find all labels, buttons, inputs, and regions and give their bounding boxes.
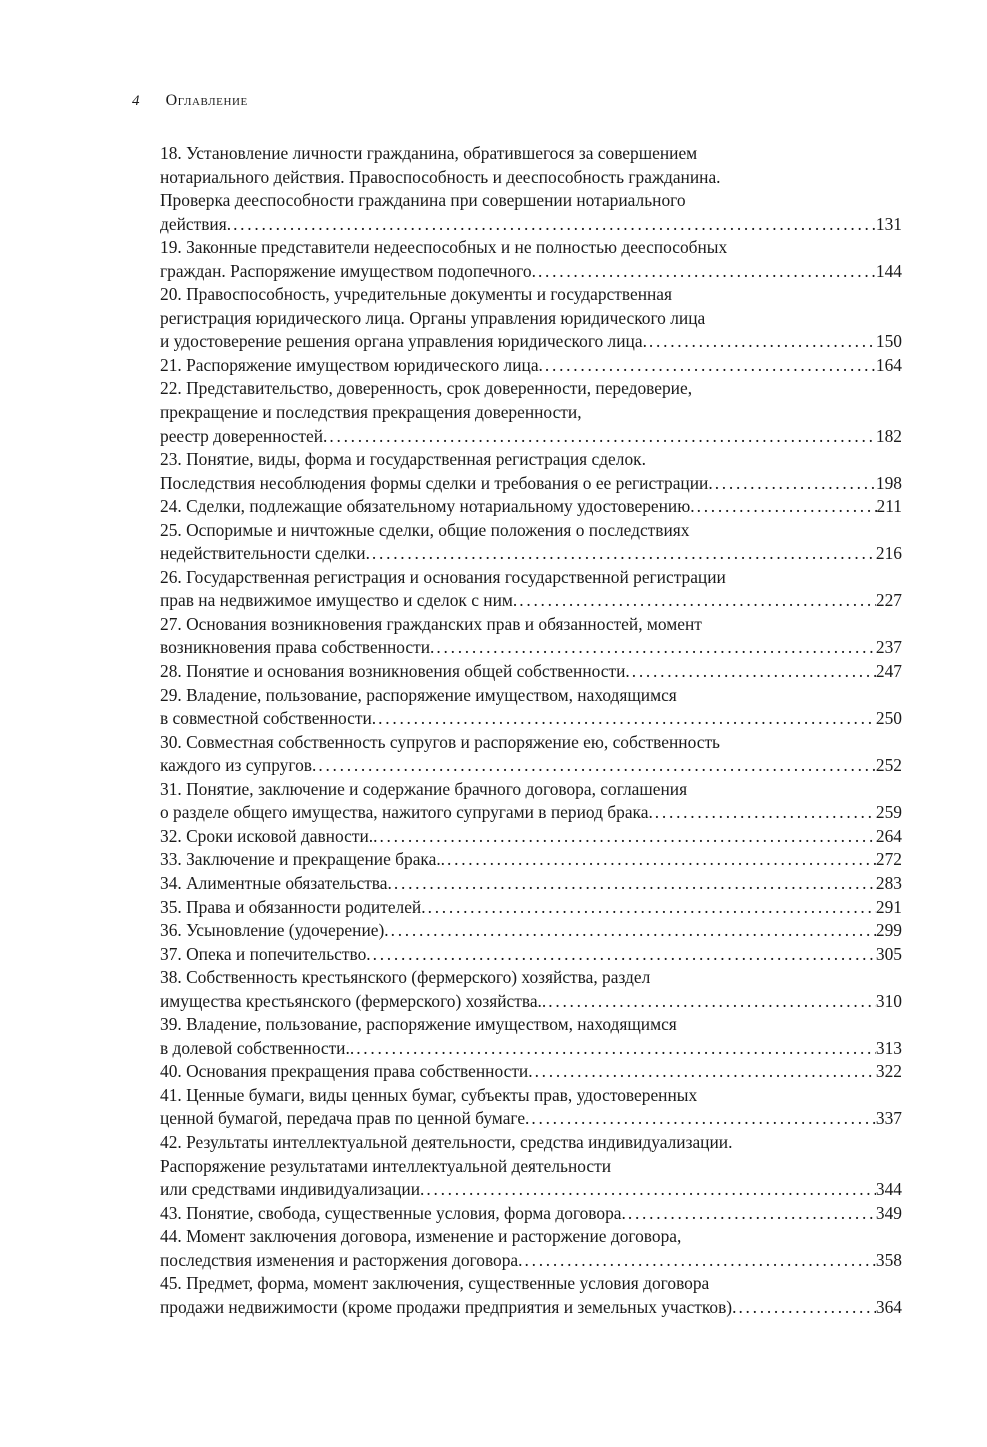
toc-entry-text: действия. <box>160 213 232 234</box>
toc-entry-text: недействительности сделки. <box>160 543 370 564</box>
toc-page-number: 250 <box>875 708 902 729</box>
dot-leader <box>546 990 876 1014</box>
toc-entry-line <box>160 896 902 920</box>
toc-entry-line <box>160 354 902 378</box>
toc-entry-text: 32. Сроки исковой давности.. <box>160 825 378 846</box>
toc-entry-text: Последствия несоблюдения формы сделки и требования о ее регистрации. <box>160 472 713 493</box>
toc-page-number: 349 <box>875 1202 902 1223</box>
toc-entry-line <box>160 636 902 660</box>
toc-entry-line: 25. Оспоримые и ничтожные сделки, общие положения о последствиях <box>160 519 690 540</box>
toc-entry-text: ценной бумагой, передача прав по ценной бумаге. <box>160 1108 530 1129</box>
dot-leader <box>523 1249 876 1273</box>
toc-entry-line: 18. Установление личности гражданина, обратившегося за совершением <box>160 143 698 163</box>
toc-page-number: 337 <box>875 1108 902 1129</box>
toc-entry[interactable] <box>160 731 902 778</box>
dot-leader <box>426 896 876 920</box>
toc-entry-line: 42. Результаты интеллектуальной деятельности, средства индивидуализации. <box>160 1131 733 1152</box>
toc-entry-text: в совместной собственности. <box>160 708 377 729</box>
toc-page-number: 291 <box>875 896 902 917</box>
toc-entry-line <box>160 1249 902 1273</box>
toc-entry[interactable] <box>160 966 902 1013</box>
toc-entry[interactable] <box>160 1202 902 1226</box>
toc-entry-line <box>160 943 902 967</box>
toc-entry[interactable] <box>160 142 902 236</box>
toc-entry-text: 33. Заключение и прекращение брака.. <box>160 849 446 870</box>
toc-page-number: 299 <box>875 920 902 941</box>
toc-entry-line: 30. Совместная собственность супругов и распоряжение ею, собственность <box>160 731 720 752</box>
toc-entry-line <box>160 660 902 684</box>
dot-leader <box>630 660 876 684</box>
dot-leader <box>327 425 876 449</box>
toc-entry-text: или средствами индивидуализации. <box>160 1179 425 1200</box>
toc-entry-line: прекращение и последствия прекращения доверенности, <box>160 402 582 423</box>
toc-entry-line <box>160 919 902 943</box>
toc-entry[interactable] <box>160 919 902 943</box>
toc-entry-line <box>160 990 902 1014</box>
toc-entry-line <box>160 707 902 731</box>
toc-entry-text: прав на недвижимое имущество и сделок с ним. <box>160 590 518 611</box>
table-of-contents <box>160 142 902 1319</box>
toc-entry[interactable] <box>160 1013 902 1060</box>
toc-entry[interactable] <box>160 566 902 613</box>
toc-entry[interactable] <box>160 283 902 354</box>
toc-entry-line <box>160 1060 902 1084</box>
dot-leader <box>377 825 875 849</box>
dot-leader <box>713 472 876 496</box>
toc-entry-line: 26. Государственная регистрация и основания государственной регистрации <box>160 566 726 587</box>
toc-entry[interactable] <box>160 519 902 566</box>
dot-leader <box>695 495 877 519</box>
dot-leader <box>424 1178 876 1202</box>
toc-page-number: 305 <box>875 943 902 964</box>
toc-entry-line <box>160 542 902 566</box>
toc-entry-line <box>160 589 902 613</box>
toc-entry-text: 36. Усыновление (удочерение). <box>160 920 389 941</box>
toc-entry-text: каждого из супругов. <box>160 755 317 776</box>
toc-page-number: 364 <box>875 1296 902 1317</box>
toc-entry-text: 40. Основания прекращения права собственности. <box>160 1061 533 1082</box>
toc-page-number: 227 <box>875 590 902 611</box>
toc-entry-text: имущества крестьянского (фермерского) хозяйства.. <box>160 990 547 1011</box>
toc-entry-line: 22. Представительство, доверенность, срок доверенности, передоверие, <box>160 378 693 399</box>
toc-entry-line: Распоряжение результатами интеллектуальной деятельности <box>160 1155 612 1176</box>
toc-entry[interactable] <box>160 896 902 920</box>
toc-entry-line <box>160 1296 902 1320</box>
toc-entry-line <box>160 213 902 237</box>
dot-leader <box>434 636 876 660</box>
dot-leader <box>370 542 876 566</box>
toc-entry-text: 35. Права и обязанности родителей. <box>160 896 426 917</box>
dot-leader <box>392 872 876 896</box>
toc-entry-line: 19. Законные представители недееспособных и не полностью дееспособных <box>160 237 728 258</box>
toc-entry[interactable] <box>160 495 902 519</box>
dot-leader <box>626 1202 876 1226</box>
toc-entry[interactable] <box>160 943 902 967</box>
toc-entry[interactable] <box>160 377 902 448</box>
toc-entry[interactable] <box>160 354 902 378</box>
toc-page-number: 144 <box>875 260 902 281</box>
toc-entry-line: 31. Понятие, заключение и содержание брачного договора, соглашения <box>160 778 688 799</box>
toc-entry-text: в долевой собственности.. <box>160 1037 355 1058</box>
page-title: Оглавление <box>165 92 248 109</box>
toc-entry-line: 39. Владение, пользование, распоряжение имуществом, находящимся <box>160 1014 677 1035</box>
toc-entry[interactable] <box>160 1131 902 1202</box>
page-number: 4 <box>132 93 140 109</box>
dot-leader <box>517 589 876 613</box>
toc-entry-line <box>160 472 902 496</box>
toc-page-number: 259 <box>875 802 902 823</box>
toc-entry[interactable] <box>160 448 902 495</box>
toc-entry[interactable] <box>160 236 902 283</box>
toc-entry[interactable] <box>160 684 902 731</box>
dot-leader <box>536 260 876 284</box>
toc-entry[interactable] <box>160 1272 902 1319</box>
toc-entry-line: 29. Владение, пользование, распоряжение имуществом, находящимся <box>160 684 677 705</box>
toc-entry-line <box>160 495 902 519</box>
toc-page-number: 252 <box>875 755 902 776</box>
toc-entry-text: возникновения права собственности. <box>160 637 435 658</box>
toc-page-number: 216 <box>875 543 902 564</box>
toc-entry-text: 21. Распоряжение имуществом юридического лица. <box>160 354 543 375</box>
toc-page-number: 310 <box>875 990 902 1011</box>
toc-entry-line: 20. Правоспособность, учредительные документы и государственная <box>160 284 673 305</box>
toc-page-number: 198 <box>875 472 902 493</box>
toc-entry-line: 27. Основания возникновения гражданских прав и обязанностей, момент <box>160 613 702 634</box>
toc-entry-line <box>160 330 902 354</box>
toc-entry-line <box>160 825 902 849</box>
toc-entry-line <box>160 801 902 825</box>
toc-page-number: 131 <box>875 213 902 234</box>
toc-entry[interactable] <box>160 778 902 825</box>
toc-entry[interactable] <box>160 1225 902 1272</box>
toc-entry-line <box>160 425 902 449</box>
dot-leader <box>647 330 876 354</box>
dot-leader <box>371 943 876 967</box>
dot-leader <box>543 354 876 378</box>
toc-entry-line: регистрация юридического лица. Органы управления юридического лица <box>160 307 706 328</box>
toc-entry[interactable] <box>160 1084 902 1131</box>
toc-entry-text: 24. Сделки, подлежащие обязательному нотариальному удостоверению. <box>160 496 695 517</box>
toc-entry-text: 28. Понятие и основания возникновения общей собственности. <box>160 661 630 682</box>
dot-leader <box>445 848 876 872</box>
toc-entry-line: нотариального действия. Правоспособность и дееспособность гражданина. <box>160 166 721 187</box>
dot-leader <box>736 1296 875 1320</box>
toc-page-number: 182 <box>875 425 902 446</box>
running-header <box>132 92 248 110</box>
toc-page-number: 313 <box>875 1037 902 1058</box>
toc-entry-line: 45. Предмет, форма, момент заключения, существенные условия договора <box>160 1273 710 1294</box>
toc-entry-text: 37. Опека и попечительство. <box>160 943 371 964</box>
toc-page-number: 247 <box>875 661 902 682</box>
toc-entry-text: и удостоверение решения органа управления юридического лица. <box>160 331 647 352</box>
toc-entry-text: граждан. Распоряжение имуществом подопечного. <box>160 260 536 281</box>
toc-page-number: 211 <box>876 496 902 517</box>
dot-leader <box>354 1037 876 1061</box>
toc-entry-line <box>160 1037 902 1061</box>
toc-page-number: 272 <box>875 849 902 870</box>
toc-entry-line: 38. Собственность крестьянского (фермерского) хозяйства, раздел <box>160 967 651 988</box>
toc-entry-text: о разделе общего имущества, нажитого супругами в период брака. <box>160 802 653 823</box>
toc-entry-text: продажи недвижимости (кроме продажи предприятия и земельных участков). <box>160 1296 737 1317</box>
toc-entry-line: 44. Момент заключения договора, изменение и расторжение договора, <box>160 1226 682 1247</box>
dot-leader <box>389 919 876 943</box>
toc-entry-line <box>160 260 902 284</box>
toc-entry[interactable] <box>160 825 902 849</box>
toc-entry[interactable] <box>160 1060 902 1084</box>
toc-page-number: 150 <box>875 331 902 352</box>
toc-page-number: 164 <box>875 354 902 375</box>
toc-entry[interactable] <box>160 660 902 684</box>
toc-page-number: 283 <box>875 872 902 893</box>
toc-entry[interactable] <box>160 872 902 896</box>
dot-leader <box>316 754 876 778</box>
toc-page-number: 344 <box>875 1179 902 1200</box>
toc-entry-line: 23. Понятие, виды, форма и государственная регистрация сделок. <box>160 449 646 470</box>
toc-entry-text: 43. Понятие, свобода, существенные условия, форма договора. <box>160 1202 626 1223</box>
toc-entry-text: последствия изменения и расторжения договора. <box>160 1249 523 1270</box>
toc-page-number: 237 <box>875 637 902 658</box>
toc-entry[interactable] <box>160 848 902 872</box>
toc-page-number: 264 <box>875 825 902 846</box>
toc-entry[interactable] <box>160 613 902 660</box>
dot-leader <box>376 707 876 731</box>
toc-entry-line <box>160 848 902 872</box>
dot-leader <box>533 1060 876 1084</box>
dot-leader <box>529 1107 876 1131</box>
toc-entry-text: 34. Алиментные обязательства. <box>160 872 392 893</box>
dot-leader <box>231 213 876 237</box>
toc-entry-line: 41. Ценные бумаги, виды ценных бумаг, субъекты прав, удостоверенных <box>160 1084 698 1105</box>
toc-page-number: 322 <box>875 1061 902 1082</box>
toc-entry-line <box>160 1202 902 1226</box>
toc-entry-line <box>160 1178 902 1202</box>
toc-page-number: 358 <box>875 1249 902 1270</box>
toc-entry-line <box>160 872 902 896</box>
dot-leader <box>653 801 876 825</box>
toc-entry-line <box>160 1107 902 1131</box>
toc-entry-line: Проверка дееспособности гражданина при совершении нотариального <box>160 190 686 211</box>
toc-entry-line <box>160 754 902 778</box>
toc-entry-text: реестр доверенностей. <box>160 425 328 446</box>
